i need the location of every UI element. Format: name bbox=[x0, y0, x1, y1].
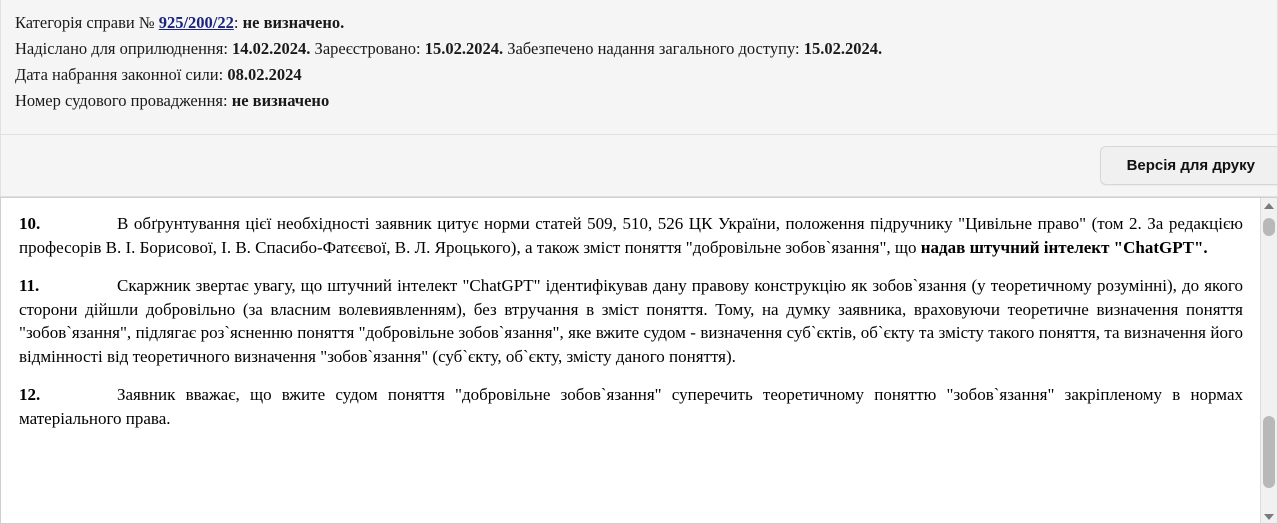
scroll-up-arrow-icon[interactable] bbox=[1261, 198, 1277, 215]
registered-value: 15.02.2024. bbox=[424, 39, 504, 58]
registered-label: Зареєстровано: bbox=[310, 39, 425, 58]
document-content bbox=[1, 198, 1277, 455]
paragraph-10-text: В обґрунтування цієї необхідності заявник цитує норми статей 509, 510, 526 ЦК України, положення підручнику "Цивільне право" (том 2. За редакцією професорів В. І. Борисової, І. В. Спасибо-Фатєєвої, В. Л. Яроцького), а також зміст поняття "добровільне зобов`язання", що bbox=[19, 214, 1243, 257]
meta-line-dates bbox=[15, 36, 1263, 62]
paragraph-10-number: 10. bbox=[19, 214, 41, 233]
scrollbar-thumb[interactable] bbox=[1263, 416, 1275, 488]
effective-date-label: Дата набрання законної сили: bbox=[15, 65, 228, 84]
public-access-value: 15.02.2024. bbox=[803, 39, 883, 58]
scroll-down-arrow-icon[interactable] bbox=[1261, 508, 1277, 524]
paragraph-12-text: Заявник вважає, що вжите судом поняття "добровільне зобов`язання" суперечить теоретичному поняттю "зобов`язання" закріпленому в нормах матеріального права. bbox=[19, 385, 1243, 428]
proceeding-number-value: не визначено bbox=[231, 91, 330, 110]
published-value: 14.02.2024. bbox=[232, 39, 311, 58]
toolbar-row bbox=[0, 135, 1278, 197]
category-value: не визначено. bbox=[242, 13, 345, 32]
case-meta-block bbox=[0, 0, 1278, 135]
paragraph-12 bbox=[19, 383, 1243, 430]
paragraph-12-number: 12. bbox=[19, 385, 41, 404]
paragraph-11-text: Скаржник звертає увагу, що штучний інтелект "ChatGPT" ідентифікував дану правову конструкцію як зобов`язання (у теоретичному розумінні), до якого сторони дійшли добровільно (за власним волевиявленням), без втручання в зміст поняття. Тому, на думку заявника, враховуючи теоретичне визначення поняття "зобов`язання", підлягає роз`ясненню поняття "добровільне зобов`язання", яке вжите судом - визначення суб`єктів, об`єкту та змісту такого поняття, та визначення його відмінності від теоретичного визначення "зобов`язання" (суб`єкту, об`єкту, змісту даного поняття). bbox=[19, 276, 1243, 366]
meta-line-effective-date bbox=[15, 62, 1263, 88]
paragraph-11-number: 11. bbox=[19, 276, 40, 295]
public-access-label: Забезпечено надання загального доступу: bbox=[503, 39, 804, 58]
paragraph-11 bbox=[19, 274, 1243, 368]
print-version-button[interactable]: Версія для друку bbox=[1100, 146, 1277, 185]
meta-line-category bbox=[15, 10, 1263, 36]
document-text-area[interactable] bbox=[0, 197, 1278, 524]
meta-line-proceeding-number bbox=[15, 88, 1263, 114]
proceeding-number-label: Номер судового провадження: bbox=[15, 91, 232, 110]
document-scrollbar[interactable] bbox=[1260, 198, 1277, 524]
category-label: Категорія справи № bbox=[15, 13, 159, 32]
category-colon: : bbox=[233, 13, 243, 32]
paragraph-10 bbox=[19, 212, 1243, 259]
case-number-link[interactable]: 925/200/22 bbox=[158, 13, 234, 32]
published-label: Надіслано для оприлюднення: bbox=[15, 39, 233, 58]
effective-date-value: 08.02.2024 bbox=[227, 65, 302, 84]
scrollbar-thumb-upper[interactable] bbox=[1263, 218, 1275, 236]
paragraph-10-bold: надав штучний інтелект "ChatGPT". bbox=[920, 237, 1208, 257]
